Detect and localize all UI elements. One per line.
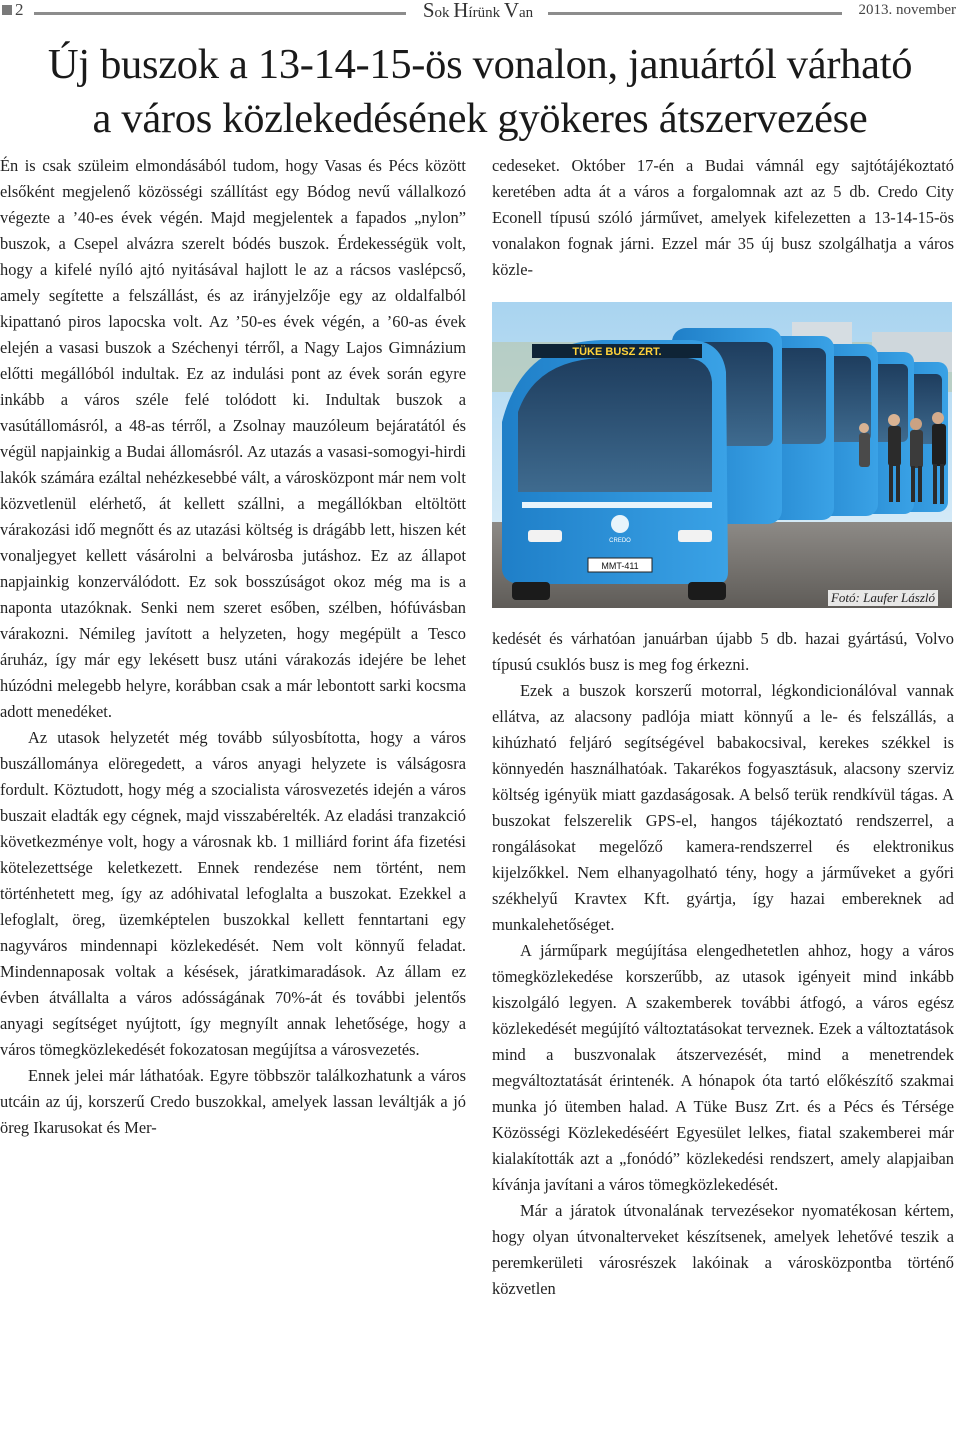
headline-line-1: Új buszok a 13-14-15-ös vonalon, januártól várható [47,41,913,88]
header-rule-left [34,12,406,15]
article-headline [0,38,960,146]
right-paragraph-3: A járműpark megújítása elengedhetetlen ahhoz, hogy a város tömegközlekedése korszerűbb, az utasok igényeit mind inkább kiszolgáló legyen. A szakemberek további átfogó, a város egész közlekedését megújító változtatásokat terveznek. Ezek a változtatások mind a buszvonalak átszervezését, mind a menetrendek megváltoztatását érintenék. A hónapok óta tartó előkészítő szakmai munka jó ütemben halad. A Tüke Busz Zrt. és a Pécs és Térsége Közösségi Közlekedéséért Egyesület lelkes, fiatal szakemberei már kialakították azt a „fonódó” közlekedési rendszert, amely alapjaiban kívánja javítani a város tömegközlekedését. [492,941,954,1194]
masthead-word-2: írünk [468,5,504,21]
right-column-top [492,153,954,283]
bus-brand: CREDO [609,538,631,544]
page-number: 2 [15,0,24,19]
left-paragraph-2: Az utasok helyzetét még tovább súlyosbította, hogy a város buszállománya elöregedett, a város anyagi helyzete is válságosra fordult. Köztudott, hogy még a szocialista városvezetés idején a város buszait eladták egy cégnek, majd visszabérelték. Az eladási tranzakció következménye volt, hogy a városnak kb. 1 milliárd forint áfa fizetési kötelezettsége keletkezett. Ennek rendezése nem történt, nem történhetett meg, így az adóhivatal lefoglalta a buszokat. Ezekkel a lefoglalt, öreg, üzemképtelen buszokkal kellett fenntartani egy nagyváros mindennapi közlekedését. Nem volt könnyű feladat. Mindennaposak voltak a késések, járatkimaradások. Az állam ez évben átvállalta a város adósságának 70%-át és további jelentős anyagi segítséget nyújtott, így megnyílt annak lehetősége, hogy a város tömegközlekedését fokozatosan megújítsa a városvezetés. [0,728,466,1059]
left-column [0,153,466,1141]
masthead-initial-s: S [422,0,435,22]
masthead [412,0,544,23]
right-paragraph-4: Már a járatok útvonalának tervezésekor nyomatékosan kértem, hogy olyan útvonalterveket készítsenek, amelyek lehetővé teszik a peremkerületi városrészek lakóinak a városközpontba történő közvetlen [492,1201,954,1298]
right-column-bottom [492,626,954,1302]
photo-credit: Fotó: Laufer László [828,590,938,606]
masthead-word-1: ok [434,5,454,21]
running-header [0,0,960,30]
headline-line-2: a város közlekedésének gyökeres átszervezése [92,95,868,142]
right-paragraph-1: kedését és várhatóan januárban újabb 5 db. hazai gyártású, Volvo típusú csuklós busz is meg fog érkezni. [492,629,954,674]
bus-destination-sign: TÜKE BUSZ ZRT. [572,346,662,358]
header-rule-right [548,12,842,15]
left-paragraph-1: Én is csak szüleim elmondásából tudom, hogy Vasas és Pécs között elsőként megjelenő közösségi szállítást egy Bódog nevű vállalkozó végezte a ’40-es évek végén. Majd megjelentek a fapados „nylon” buszok, a Csepel alvázra szerelt bódés buszok. Érdekességük volt, hogy a kifelé nyíló ajtó nyitásával hajlott le az a rácsos vaslépcső, amely segítette a felszállást, és az irányjelzője egy az oldalfalból kipattanó piros lapocska volt. Az ’50-es évek végén, a ’60-as évek elején a vasasi buszok a Széchenyi térről, a Nagy Lajos Gimnázium előtti megállóból indultak. Ez az indulási pont az évek során egyre inkább a város széle felé tolódott ki. Indultak buszok a vasútállomásról, a 48-as térről, a Zsolnay mauzóleum bejáratától és végül napjainkig a Budai állomásról. Az utazás a vasasi-somogyi-hirdi lakók számára ezáltal nehézkesebbé vált, a városközpont már nem volt közvetlenül elérhető, át kellett szállni, a megállókban eltöltött várakozási idő megnőtt és az utazási költség is drágább lett, hiszen két vonaljegyet kellett vásárolni a belvárosba jutáshoz. Ez az állapot napjainkig konzerválódott. Ez sok bosszúságot okoz még ma is a naponta utazóknak. Senki nem szeret esőben, szélben, hófúvásban várakozni. Némileg javított a helyzeten, hogy megépült a Tesco áruház, így már egy lekésett busz utáni várakozás idejére be lehet húzódni melegebb helyre, korábban csak a már lebontott sarki kocsma adott menedéket. [0,156,466,721]
masthead-initial-v: V [503,0,520,22]
bus-license-plate: MMT-411 [601,561,639,571]
masthead-word-3: an [519,5,534,21]
page-number-marker [2,5,12,15]
right-paragraph-top: cedeseket. Október 17-én a Budai vámnál egy sajtótájékoztató keretében adta át a város a forgalomnak azt az 5 db. Credo City Econell típusú szóló járművet, amelyek kifelezetten a 13-14-15-ös vonalakon fognak járni. Ezzel már 35 új busz szolgálhatja a város közle- [492,156,954,279]
bus-photo [492,302,952,608]
issue-date: 2013. november [858,2,956,18]
bus-photo-illustration [492,302,952,608]
masthead-initial-h: H [453,0,469,22]
left-paragraph-3: Ennek jelei már láthatóak. Egyre többször találkozhatunk a város utcáin az új, korszerű Credo buszokkal, amelyek lassan leváltják a jó öreg Ikarusokat és Mer- [0,1066,466,1137]
right-paragraph-2: Ezek a buszok korszerű motorral, légkondicionálóval vannak ellátva, az alacsony padlója miatt könnyű a le- és felszállás, a kihúzható feljáró segítségével babakocsival, kerekes székkel is könnyedén használhatóak. Takarékos fogyasztásuk, alacsony szerviz költség igényük miatt gazdaságosak. A belső terük rendkívül tágas. A buszokat felszerelik GPS-el, hangos tájékoztató rendszerrel, a rongálásokat megelőző kamera-rendszerrel és elektronikus kijelzőkkel. Nem elhanyagolható tény, hogy a járműveket a győri székhelyű Kravtex Kft. gyártja, így hazai embereknek ad munkalehetőséget. [492,681,954,934]
